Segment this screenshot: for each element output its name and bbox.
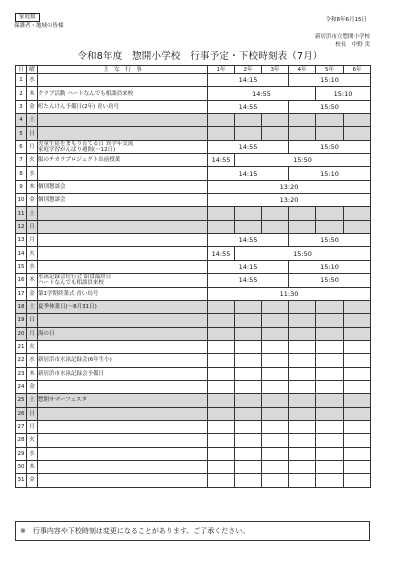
dismissal-cell (208, 127, 235, 140)
page-title: 令和8年度 惣開小学校 行事予定・下校時刻表（7月） (77, 51, 323, 62)
dismissal-cell (344, 114, 371, 127)
dismissal-cell (316, 380, 344, 393)
weekday: 日 (27, 407, 38, 420)
dismissal-cell (289, 407, 316, 420)
weekday: 金 (27, 100, 38, 113)
table-header-row (16, 66, 371, 74)
dismissal-cell (316, 394, 344, 407)
col-header-weekday: 曜 (27, 66, 38, 74)
dismissal-cell (316, 434, 344, 447)
table-row (16, 207, 371, 220)
dismissal-cell (208, 207, 235, 220)
dismissal-cell (235, 434, 262, 447)
table-row (16, 74, 371, 87)
dismissal-time: 15:50 (289, 100, 371, 113)
day-number: 3 (16, 100, 27, 113)
events-cell (38, 154, 208, 167)
events-cell (38, 100, 208, 113)
table-row (16, 260, 371, 273)
dismissal-cell (316, 327, 344, 340)
day-number: 4 (16, 114, 27, 127)
dismissal-cell (344, 207, 371, 220)
dismissal-cell (316, 460, 344, 473)
events-cell (38, 127, 208, 140)
event-text: 家庭学習がんばり週間(～12日) (38, 146, 116, 153)
day-number: 29 (16, 447, 27, 460)
events-cell (38, 314, 208, 327)
dismissal-time: 14:55 (208, 100, 289, 113)
table-row (16, 247, 371, 260)
dismissal-cell (235, 207, 262, 220)
day-number: 26 (16, 407, 27, 420)
dismissal-cell (208, 340, 235, 353)
dismissal-cell (316, 314, 344, 327)
dismissal-cell (289, 220, 316, 233)
col-header-grade-3: 3年 (262, 66, 289, 74)
col-header-day: 日 (16, 66, 27, 74)
events-cell (38, 180, 208, 193)
weekday: 木 (27, 460, 38, 473)
dismissal-cell (344, 354, 371, 367)
dismissal-cell (208, 354, 235, 367)
dismissal-cell (316, 220, 344, 233)
dismissal-cell (289, 207, 316, 220)
day-number: 12 (16, 220, 27, 233)
event-text: 第1学期終業式 青い鳥号 (38, 290, 99, 297)
events-cell (38, 434, 208, 447)
table-row (16, 287, 371, 300)
events-cell (38, 287, 208, 300)
dismissal-time: 14:55 (208, 87, 316, 100)
events-cell (38, 140, 208, 153)
dismissal-cell (235, 367, 262, 380)
event-text: 町たんけん予備日(2年) 青い鳥号 (38, 103, 120, 110)
weekday: 水 (27, 354, 38, 367)
dismissal-cell (208, 420, 235, 433)
issue-date: 令和8年6月15日 (325, 17, 367, 23)
dismissal-cell (289, 300, 316, 313)
day-number: 28 (16, 434, 27, 447)
table-row (16, 234, 371, 247)
dismissal-cell (208, 114, 235, 127)
weekday: 土 (27, 114, 38, 127)
weekday: 土 (27, 394, 38, 407)
dismissal-cell (316, 340, 344, 353)
events-cell (38, 354, 208, 367)
events-cell (38, 220, 208, 233)
table-row (16, 354, 371, 367)
table-row (16, 300, 371, 313)
table-row (16, 194, 371, 207)
day-number: 6 (16, 140, 27, 153)
weekday: 水 (27, 167, 38, 180)
footer-note: ※ 行事内容や下校時刻は変更になることがあります。ご了承ください。 (15, 521, 370, 541)
day-number: 22 (16, 354, 27, 367)
schedule-body (16, 74, 371, 488)
dismissal-cell (316, 354, 344, 367)
day-number: 5 (16, 127, 27, 140)
dismissal-cell (235, 300, 262, 313)
dismissal-cell (262, 447, 289, 460)
dismissal-cell (208, 447, 235, 460)
dismissal-cell (235, 220, 262, 233)
event-text: クラブ活動 ハートなんでも相談員来校 (38, 90, 134, 97)
dismissal-cell (289, 474, 316, 487)
day-number: 17 (16, 287, 27, 300)
weekday: 金 (27, 287, 38, 300)
dismissal-cell (235, 407, 262, 420)
dismissal-time: 15:10 (316, 87, 371, 100)
table-row (16, 100, 371, 113)
events-cell (38, 300, 208, 313)
day-number: 1 (16, 74, 27, 87)
dismissal-time: 15:50 (289, 140, 371, 153)
dismissal-cell (262, 460, 289, 473)
event-text: 服のチカラプロジェクト出前授業 (38, 157, 121, 164)
day-number: 9 (16, 180, 27, 193)
dismissal-time: 15:10 (289, 167, 371, 180)
dismissal-cell (344, 127, 371, 140)
dismissal-cell (235, 460, 262, 473)
col-header-grade-6: 6年 (344, 66, 371, 74)
table-row (16, 127, 371, 140)
table-row (16, 447, 371, 460)
table-row (16, 340, 371, 353)
weekday: 金 (27, 194, 38, 207)
event-text: 水泳記録会壮行会 給食最終日 (38, 274, 112, 281)
table-row (16, 420, 371, 433)
events-cell (38, 474, 208, 487)
dismissal-cell (208, 327, 235, 340)
events-cell (38, 447, 208, 460)
events-cell (38, 460, 208, 473)
dismissal-cell (289, 394, 316, 407)
dismissal-cell (235, 420, 262, 433)
dismissal-time: 11:30 (208, 287, 371, 300)
dismissal-cell (262, 380, 289, 393)
weekday: 月 (27, 327, 38, 340)
dismissal-cell (208, 220, 235, 233)
events-cell (38, 114, 208, 127)
dismissal-cell (289, 447, 316, 460)
events-cell (38, 367, 208, 380)
table-row (16, 327, 371, 340)
dismissal-cell (344, 220, 371, 233)
dismissal-cell (316, 127, 344, 140)
dismissal-cell (262, 314, 289, 327)
event-text: 新居浜市水泳記録会予備日 (38, 370, 105, 377)
dismissal-time: 13:20 (208, 194, 371, 207)
day-number: 20 (16, 327, 27, 340)
dismissal-cell (208, 314, 235, 327)
dismissal-time: 14:55 (208, 247, 235, 260)
dismissal-cell (344, 380, 371, 393)
dismissal-cell (235, 314, 262, 327)
day-number: 2 (16, 87, 27, 100)
dismissal-cell (262, 220, 289, 233)
events-cell (38, 380, 208, 393)
dismissal-time: 14:55 (208, 234, 289, 247)
dismissal-cell (262, 407, 289, 420)
event-text: 児童生徒をまもり育てる日 異学年交流 (38, 140, 134, 147)
events-cell (38, 234, 208, 247)
weekday: 水 (27, 260, 38, 273)
dismissal-cell (316, 114, 344, 127)
table-row (16, 274, 371, 287)
dismissal-cell (235, 394, 262, 407)
dismissal-cell (208, 460, 235, 473)
events-cell (38, 420, 208, 433)
weekday: 金 (27, 474, 38, 487)
events-cell (38, 247, 208, 260)
dismissal-cell (208, 474, 235, 487)
event-text: 海の日 (38, 330, 55, 337)
dismissal-cell (208, 367, 235, 380)
event-text: 新居浜市水泳記録会(6年生小) (38, 357, 112, 364)
weekday: 月 (27, 234, 38, 247)
col-header-grade-5: 5年 (316, 66, 344, 74)
day-number: 21 (16, 340, 27, 353)
weekday: 木 (27, 180, 38, 193)
principal-name: 校長 中野 実 (335, 42, 370, 48)
dismissal-cell (316, 447, 344, 460)
dismissal-cell (262, 367, 289, 380)
day-number: 27 (16, 420, 27, 433)
day-number: 24 (16, 380, 27, 393)
dismissal-time: 14:55 (208, 154, 235, 167)
addressee: 保護者・地域の皆様 (14, 23, 64, 29)
weekday: 月 (27, 140, 38, 153)
dismissal-cell (344, 447, 371, 460)
dismissal-cell (344, 340, 371, 353)
day-number: 30 (16, 460, 27, 473)
dismissal-cell (289, 314, 316, 327)
table-row (16, 367, 371, 380)
events-cell (38, 207, 208, 220)
dismissal-cell (344, 434, 371, 447)
dismissal-cell (289, 127, 316, 140)
dismissal-cell (316, 474, 344, 487)
dismissal-cell (289, 340, 316, 353)
dismissal-cell (262, 394, 289, 407)
dismissal-cell (344, 314, 371, 327)
schedule-table (15, 65, 371, 488)
dismissal-time: 14:55 (208, 140, 289, 153)
dismissal-cell (262, 127, 289, 140)
weekday: 日 (27, 127, 38, 140)
events-cell (38, 167, 208, 180)
dismissal-cell (235, 380, 262, 393)
events-cell (38, 74, 208, 87)
events-cell (38, 274, 208, 287)
dismissal-cell (262, 207, 289, 220)
day-number: 25 (16, 394, 27, 407)
day-number: 10 (16, 194, 27, 207)
dismissal-cell (262, 434, 289, 447)
dismissal-cell (316, 420, 344, 433)
weekday: 火 (27, 434, 38, 447)
events-cell (38, 327, 208, 340)
day-number: 14 (16, 247, 27, 260)
events-cell (38, 194, 208, 207)
table-row (16, 167, 371, 180)
day-number: 16 (16, 274, 27, 287)
col-header-grade-4: 4年 (289, 66, 316, 74)
dismissal-cell (262, 474, 289, 487)
dismissal-cell (235, 354, 262, 367)
table-row (16, 220, 371, 233)
col-header-grade-2: 2年 (235, 66, 262, 74)
dismissal-cell (235, 127, 262, 140)
dismissal-time: 13:20 (208, 180, 371, 193)
dismissal-cell (344, 367, 371, 380)
dismissal-cell (235, 327, 262, 340)
dismissal-cell (262, 420, 289, 433)
distribution-badge: 家庭数 (15, 13, 40, 22)
dismissal-cell (344, 460, 371, 473)
dismissal-time: 14:15 (208, 74, 289, 87)
table-row (16, 460, 371, 473)
col-header-events: 主 な 行 事 (38, 66, 208, 74)
dismissal-cell (289, 460, 316, 473)
weekday: 水 (27, 74, 38, 87)
dismissal-cell (344, 300, 371, 313)
weekday: 水 (27, 447, 38, 460)
dismissal-cell (344, 474, 371, 487)
day-number: 31 (16, 474, 27, 487)
day-number: 19 (16, 314, 27, 327)
event-text: ハートなんでも相談員来校 (38, 280, 105, 287)
dismissal-cell (262, 114, 289, 127)
weekday: 木 (27, 367, 38, 380)
dismissal-time: 14:15 (208, 260, 289, 273)
dismissal-cell (262, 354, 289, 367)
day-number: 15 (16, 260, 27, 273)
table-row (16, 154, 371, 167)
event-text: 夏季休業日(～8月31日) (38, 304, 97, 311)
weekday: 月 (27, 420, 38, 433)
day-number: 8 (16, 167, 27, 180)
dismissal-cell (316, 300, 344, 313)
dismissal-cell (344, 420, 371, 433)
dismissal-cell (208, 434, 235, 447)
dismissal-cell (208, 407, 235, 420)
table-row (16, 407, 371, 420)
dismissal-cell (262, 340, 289, 353)
school-name: 新居浜市立惣開小学校 (314, 34, 370, 40)
day-number: 7 (16, 154, 27, 167)
dismissal-time: 15:50 (289, 234, 371, 247)
weekday: 火 (27, 154, 38, 167)
weekday: 火 (27, 247, 38, 260)
weekday: 日 (27, 220, 38, 233)
dismissal-cell (289, 434, 316, 447)
weekday: 金 (27, 380, 38, 393)
dismissal-cell (289, 367, 316, 380)
table-row (16, 434, 371, 447)
dismissal-cell (208, 300, 235, 313)
day-number: 23 (16, 367, 27, 380)
events-cell (38, 260, 208, 273)
dismissal-cell (235, 340, 262, 353)
event-text: 惣開サマーフェスタ (38, 397, 87, 404)
dismissal-cell (316, 207, 344, 220)
dismissal-cell (289, 380, 316, 393)
table-row (16, 87, 371, 100)
dismissal-cell (235, 474, 262, 487)
dismissal-cell (262, 300, 289, 313)
dismissal-cell (344, 394, 371, 407)
day-number: 11 (16, 207, 27, 220)
table-row (16, 180, 371, 193)
dismissal-time: 15:10 (289, 74, 371, 87)
day-number: 18 (16, 300, 27, 313)
table-row (16, 114, 371, 127)
weekday: 土 (27, 207, 38, 220)
event-text: 個別懇談会 (38, 197, 66, 204)
dismissal-time: 15:50 (289, 274, 371, 287)
table-row (16, 314, 371, 327)
events-cell (38, 340, 208, 353)
dismissal-cell (289, 354, 316, 367)
dismissal-cell (289, 327, 316, 340)
dismissal-cell (289, 114, 316, 127)
dismissal-cell (208, 380, 235, 393)
dismissal-cell (344, 327, 371, 340)
dismissal-cell (208, 394, 235, 407)
table-row (16, 380, 371, 393)
weekday: 土 (27, 300, 38, 313)
weekday: 日 (27, 314, 38, 327)
col-header-grade-1: 1年 (208, 66, 235, 74)
table-row (16, 474, 371, 487)
table-row (16, 140, 371, 153)
dismissal-time: 14:55 (208, 274, 289, 287)
dismissal-cell (235, 447, 262, 460)
day-number: 13 (16, 234, 27, 247)
events-cell (38, 87, 208, 100)
dismissal-cell (316, 367, 344, 380)
weekday: 木 (27, 87, 38, 100)
dismissal-cell (262, 327, 289, 340)
event-text: 個別懇談会 (38, 183, 66, 190)
dismissal-cell (344, 407, 371, 420)
weekday: 木 (27, 274, 38, 287)
dismissal-cell (235, 114, 262, 127)
dismissal-time: 15:50 (235, 154, 371, 167)
events-cell (38, 394, 208, 407)
weekday: 火 (27, 340, 38, 353)
events-cell (38, 407, 208, 420)
dismissal-time: 15:50 (235, 247, 371, 260)
dismissal-cell (316, 407, 344, 420)
dismissal-time: 14:15 (208, 167, 289, 180)
table-row (16, 394, 371, 407)
dismissal-cell (289, 420, 316, 433)
dismissal-time: 15:10 (289, 260, 371, 273)
